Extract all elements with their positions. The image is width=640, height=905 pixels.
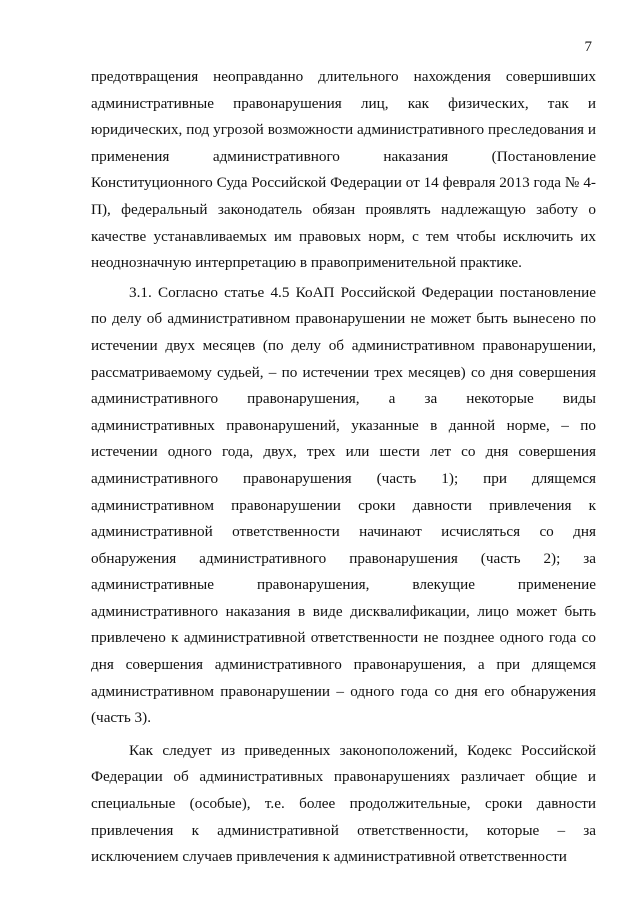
page-number: 7 bbox=[584, 39, 592, 55]
document-body bbox=[91, 64, 596, 873]
paragraph-continuation: предотвращения неоправданно длительного нахождения совершивших административные правонарушения лиц, как физических, так и юридических, под угрозой возможности административного преследования и применения административного наказания (Постановление Конституционного Суда Российской Федерации от 14 февраля 2013 года № 4-П), федеральный законодатель обязан проявлять надлежащую заботу о качестве устанавливаемых им правовых норм, с тем чтобы исключить их неоднозначную интерпретацию в правоприменительной практике. bbox=[91, 68, 596, 272]
paragraph-limitation-periods: Как следует из приведенных законоположений, Кодекс Российской Федерации об административных правонарушениях различает общие и специальные (особые), т.е. более продолжительные, сроки давности привлечения к административной ответственности, которые – за исключением случаев привлечения к административной ответственности bbox=[91, 741, 596, 866]
paragraph-article-4-5: 3.1. Согласно статье 4.5 КоАП Российской Федерации постановление по делу об административном правонарушении не может быть вынесено по истечении двух месяцев (по делу об административном правонарушении, рассматриваемому судьей, – по истечении трех месяцев) со дня совершения административного правонарушения, а за некоторые виды административных правонарушений, указанные в данной норме, – по истечении одного года, двух, трех или шести лет со дня совершения административного правонарушения (часть 1); при длящемся административном правонарушении сроки давности привлечения к административной ответственности начинают исчисляться со дня обнаружения административного правонарушения (часть 2); за административные правонарушения, влекущие применение административного наказания в виде дисквалификации, лицо может быть привлечено к административной ответственности не позднее одного года со дня совершения административного правонарушения, а при длящемся административном правонарушении – одного года со дня его обнаружения (часть 3). bbox=[91, 283, 596, 727]
